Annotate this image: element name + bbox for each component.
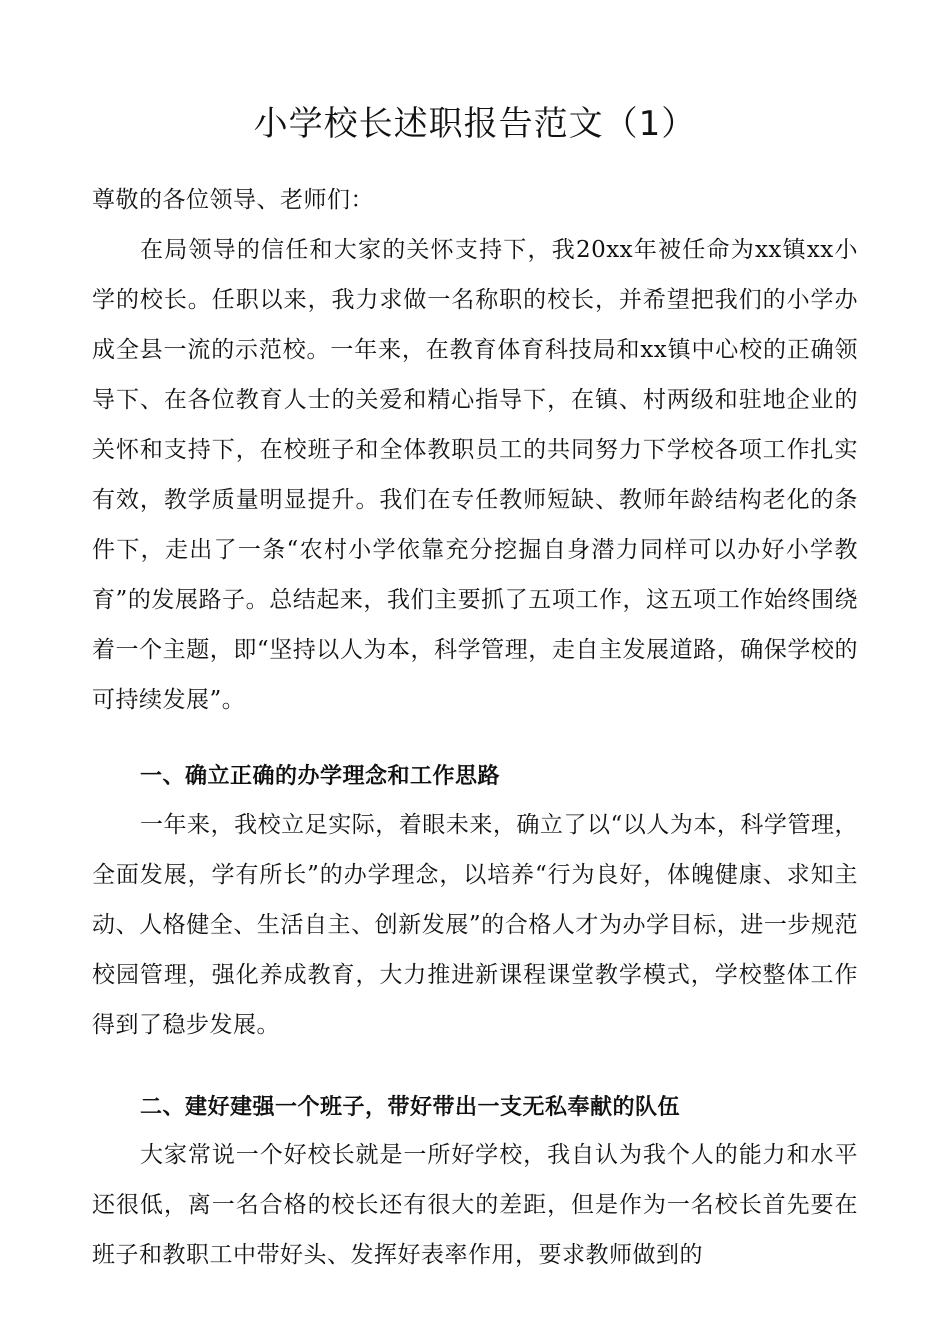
section-heading-2: 二、建好建强一个班子，带好带出一支无私奉献的队伍 [140, 1095, 681, 1120]
paragraph-intro: 在局领导的信任和大家的关怀支持下，我20xx年被任命为xx镇xx小学的校长。任职以来，我力求做一名称职的校长，并希望把我们的小学办成全县一流的示范校。一年来，在教育体育科技局和xx镇中心校的正确领导下、在各位教育人士的关爱和精心指导下，在镇、村两级和驻地企业的关怀和支持下，在校班子和全体教职员工的共同努力下学校各项工作扎实有效，教学质量明显提升。我们在专任教师短缺、教师年龄结构老化的条件下，走出了一条“农村小学依靠充分挖掘自身潜力同样可以办好小学教育”的发展路子。总结起来，我们主要抓了五项工作，这五项工作始终围绕着一个主题，即“坚持以人为本，科学管理，走自主发展道路，确保学校的可持续发展”。 [92, 237, 858, 713]
document-title: 小学校长述职报告范文（1） [253, 104, 697, 144]
section-heading-1: 一、确立正确的办学理念和工作思路 [140, 764, 501, 789]
paragraph-section-1: 一年来，我校立足实际，着眼未来，确立了以“以人为本，科学管理，全面发展，学有所长”的办学理念，以培养“行为良好，体魄健康、求知主动、人格健全、生活自主、创新发展”的合格人才为办学目标，进一步规范校园管理，强化养成教育，大力推进新课程课堂教学模式，学校整体工作得到了稳步发展。 [92, 812, 858, 1038]
greeting-line: 尊敬的各位领导、老师们： [92, 187, 374, 213]
paragraph-section-2: 大家常说一个好校长就是一所好学校，我自认为我个人的能力和水平还很低，离一名合格的校长还有很大的差距，但是作为一名校长首先要在班子和教职工中带好头、发挥好表率作用，要求教师做到的 [92, 1142, 858, 1268]
